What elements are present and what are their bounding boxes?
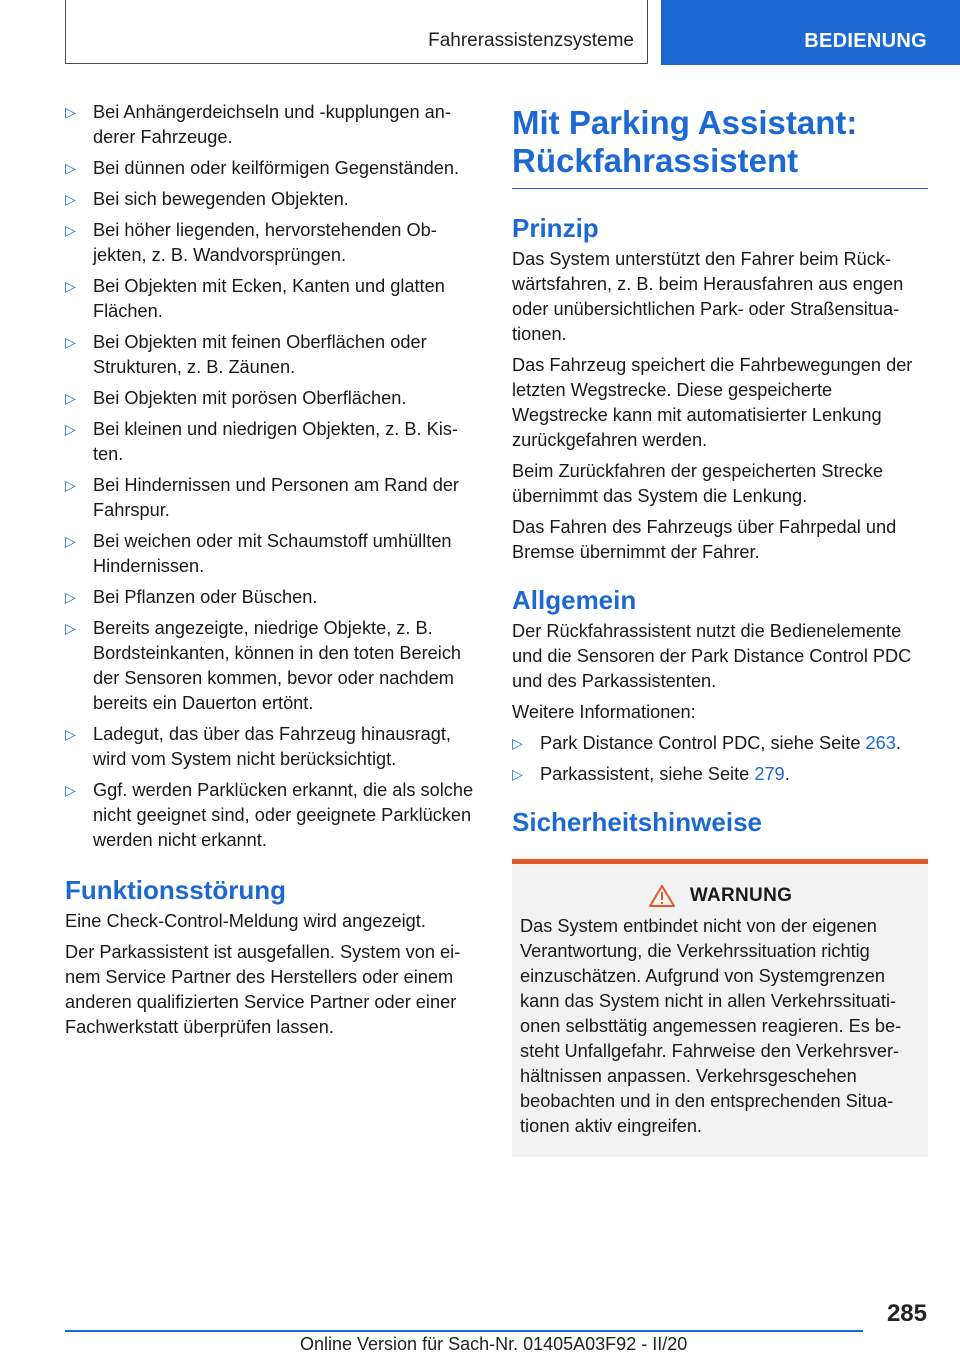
triangle-bullet-icon: ▷ <box>65 390 76 406</box>
general-heading: Allgemein <box>512 585 637 615</box>
footer-divider <box>65 1330 863 1332</box>
fault-paragraph: Der Parkassistent ist ausgefallen. System von einem Service Partner des Herstellers oder einem anderen qualifizierten Service Partner oder einer Fachwerkstatt überprüfen lassen. <box>65 942 461 1037</box>
triangle-bullet-icon: ▷ <box>65 222 76 238</box>
warning-text: Das System entbindet nicht von der eigenen Verantwortung, die Verkehrssituation richtig einzuschätzen. Aufgrund von Systemgrenzen kann das System nicht in allen Verkehrssituationen selbsttätig angemessen reagieren. Es besteht Unfallgefahr. Fahrweise den Verkehrsverhältnissen anpassen. Verkehrsgeschehen beobachten und in den entsprechenden Situationen aktiv eingreifen. <box>520 916 902 1136</box>
triangle-bullet-icon: ▷ <box>65 191 76 207</box>
limitations-list <box>65 100 478 853</box>
header-section-box <box>65 0 648 64</box>
list-item: ▷ Bei Objekten mit feinen Oberflächen oder Strukturen, z. B. Zäunen. <box>65 332 427 377</box>
list-item: ▷ Bei Objekten mit Ecken, Kanten und glatten Flächen. <box>65 276 445 321</box>
header-chapter-title: BEDIENUNG <box>804 30 927 52</box>
principle-paragraph: Das Fahrzeug speichert die Fahrbewegungen der letzten Wegstrecke. Diese gespeicherte Wegstrecke kann mit automatisierter Lenkung zurückgefahren werden. <box>512 355 913 450</box>
principle-paragraph: Das System unterstützt den Fahrer beim Rückwärtsfahren, z. B. beim Herausfahren aus engen oder unübersichtlichen Park- oder Straßensituationen. <box>512 249 904 344</box>
triangle-bullet-icon: ▷ <box>65 477 76 493</box>
triangle-bullet-icon: ▷ <box>65 620 76 636</box>
list-item: ▷ Bei dünnen oder keilförmigen Gegenständen. <box>65 156 478 181</box>
right-column <box>512 104 928 1157</box>
list-item: ▷ Park Distance Control PDC, siehe Seite 263. <box>512 731 928 756</box>
header-section-title: Fahrerassistenzsysteme <box>428 30 634 51</box>
reference-list <box>512 731 928 787</box>
warning-triangle-icon <box>648 884 676 908</box>
principle-paragraph: Beim Zurückfahren der gespeicherten Strecke übernimmt das System die Lenkung. <box>512 461 884 506</box>
warning-header <box>520 884 920 908</box>
principle-paragraph: Das Fahren des Fahrzeugs über Fahrpedal und Bremse übernimmt der Fahrer. <box>512 517 897 562</box>
header-chapter-tab <box>661 0 960 65</box>
triangle-bullet-icon: ▷ <box>65 421 76 437</box>
list-item: ▷ Bereits angezeigte, niedrige Objekte, z. B. Bordsteinkanten, können in den toten Bereich der Sensoren kommen, bevor oder nachdem bereits ein Dauerton ertönt. <box>65 618 462 713</box>
list-item: ▷ Ladegut, das über das Fahrzeug hinausragt, wird vom System nicht berücksichtigt. <box>65 724 451 769</box>
triangle-bullet-icon: ▷ <box>65 533 76 549</box>
page-link-263[interactable]: 263 <box>865 733 896 753</box>
warning-box <box>512 859 928 1157</box>
list-item: ▷ Bei weichen oder mit Schaumstoff umhüllten Hindernissen. <box>65 531 452 576</box>
list-item: ▷ Parkassistent, siehe Seite 279. <box>512 762 928 787</box>
list-item: ▷ Bei kleinen und niedrigen Objekten, z. B. Kisten. <box>65 419 458 464</box>
list-item: ▷ Bei sich bewegenden Objekten. <box>65 187 478 212</box>
page-link-279[interactable]: 279 <box>754 764 785 784</box>
list-item: ▷ Bei höher liegenden, hervorstehenden Objekten, z. B. Wandvorsprüngen. <box>65 220 437 265</box>
left-column <box>65 100 478 1046</box>
page-number: 285 <box>886 1300 927 1327</box>
fault-paragraph: Eine Check-Control-Meldung wird angezeigt. <box>65 911 426 931</box>
triangle-bullet-icon: ▷ <box>65 589 76 605</box>
triangle-bullet-icon: ▷ <box>512 735 523 751</box>
list-item: ▷ Bei Hindernissen und Personen am Rand der Fahrspur. <box>65 475 459 520</box>
list-item: ▷ Bei Anhängerdeichseln und -kupplungen anderer Fahrzeuge. <box>65 102 451 147</box>
fault-heading: Funktionsstörung <box>65 875 286 905</box>
list-item: ▷ Ggf. werden Parklücken erkannt, die als solche nicht geeignet sind, oder geeignete Parklücken werden nicht erkannt. <box>65 780 474 850</box>
triangle-bullet-icon: ▷ <box>65 104 76 120</box>
triangle-bullet-icon: ▷ <box>65 278 76 294</box>
triangle-bullet-icon: ▷ <box>65 726 76 742</box>
safety-heading: Sicherheitshinweise <box>512 807 762 837</box>
triangle-bullet-icon: ▷ <box>65 782 76 798</box>
general-paragraph: Weitere Informationen: <box>512 702 696 722</box>
general-paragraph: Der Rückfahrassistent nutzt die Bedienelemente und die Sensoren der Park Distance Control PDC und des Parkassistenten. <box>512 621 912 691</box>
principle-heading: Prinzip <box>512 213 599 243</box>
triangle-bullet-icon: ▷ <box>65 334 76 350</box>
triangle-bullet-icon: ▷ <box>512 766 523 782</box>
list-item: ▷ Bei Objekten mit porösen Oberflächen. <box>65 386 478 411</box>
warning-title: WARNUNG <box>689 885 793 906</box>
section-title: Mit Parking Assistant: Rückfahrassistent <box>512 104 928 189</box>
list-item: ▷ Bei Pflanzen oder Büschen. <box>65 585 478 610</box>
triangle-bullet-icon: ▷ <box>65 160 76 176</box>
footer-online-version: Online Version für Sach-Nr. 01405A03F92 - II/20 <box>300 1334 688 1354</box>
